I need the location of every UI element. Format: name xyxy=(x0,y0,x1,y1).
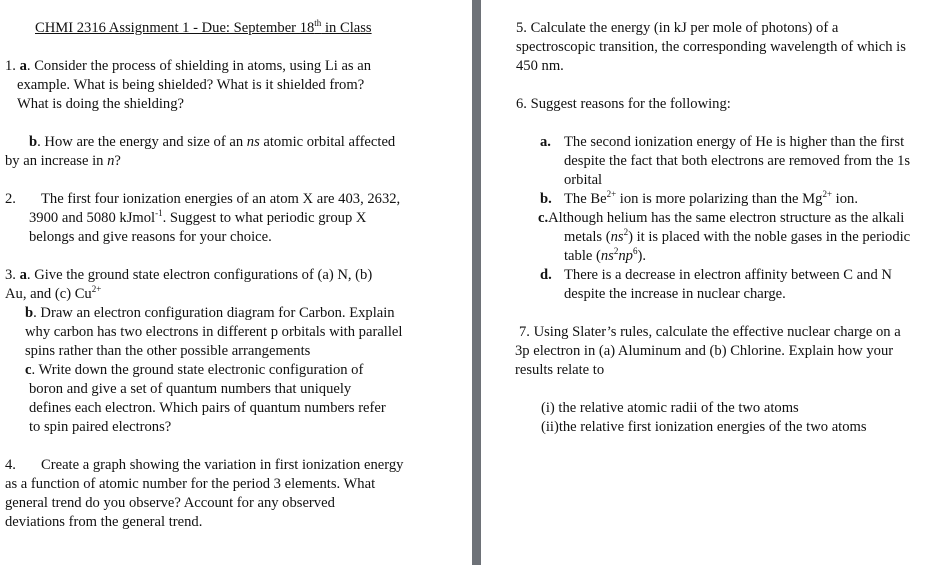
q4-line4: deviations from the general trend. xyxy=(5,514,203,530)
q6c-line1: c.Although helium has the same electron structure as the alkali xyxy=(538,210,905,226)
q7-item-ii: (ii)the relative first ionization energies of the two atoms xyxy=(541,419,867,435)
left-page xyxy=(0,0,472,565)
q6c-line2: metals $(ns^2)$ it is placed with the noble gases in the periodic xyxy=(564,227,911,245)
q3c-line4: to spin paired electrons? xyxy=(29,419,172,435)
page-divider xyxy=(472,0,481,565)
q7-line2: 3p electron in (a) Aluminum and (b) Chlorine. Explain how your xyxy=(515,343,894,359)
q3c-line1: c. Write down the ground state electronic configuration of xyxy=(25,362,364,378)
q6d-label: d. xyxy=(540,267,552,283)
q6d-line2: despite the increase in nuclear charge. xyxy=(564,286,786,302)
q3b-line3: spins rather than the other possible arrangements xyxy=(25,343,311,359)
q4-line2: as a function of atomic number for the period 3 elements. What xyxy=(5,476,376,492)
q1b-line1: b. How are the energy and size of an ns atomic orbital affected xyxy=(29,134,396,150)
q3a-line2: Au, and (c) $Cu^{2+}$ xyxy=(5,284,102,302)
q3c-line3: defines each electron. Which pairs of quantum numbers refer xyxy=(29,400,386,416)
q1a-line1: 1. a. Consider the process of shielding in atoms, using Li as an xyxy=(5,58,372,74)
q2-line3: belongs and give reasons for your choice. xyxy=(29,229,272,245)
q7-line3: results relate to xyxy=(515,362,605,378)
q1a-line2: example. What is being shielded? What is it shielded from? xyxy=(17,77,365,93)
q6b-label: b. xyxy=(540,191,552,207)
q6b-line1: The $Be^{2+}$ ion is more polarizing than the $Mg^{2+}$ ion. xyxy=(564,189,858,207)
q6c-line3: table $(ns^2np^6)$. xyxy=(564,246,646,264)
q3b-line2: why carbon has two electrons in different p orbitals with parallel xyxy=(25,324,403,340)
q4-line3: general trend do you observe? Account for any observed xyxy=(5,495,335,511)
right-page xyxy=(481,0,947,565)
q2-line1: The first four ionization energies of an atom X are 403, 2632, xyxy=(41,191,401,207)
q1a-line3: What is doing the shielding? xyxy=(17,96,184,112)
q6a-line1: The second ionization energy of He is higher than the first xyxy=(564,134,905,150)
q6a-line2: despite the fact that both electrons are removed from the 1s xyxy=(564,153,911,169)
q7-item-i: (i) the relative atomic radii of the two atoms xyxy=(541,400,799,416)
q6a-line3: orbital xyxy=(564,172,603,188)
q5-line2: spectroscopic transition, the corresponding wavelength of which is xyxy=(516,39,906,55)
q5-line3: 450 nm. xyxy=(516,58,564,74)
q1b-line2: by an increase in n? xyxy=(5,153,121,169)
q7-line1: 7. Using Slater’s rules, calculate the effective nuclear charge on a xyxy=(519,324,901,340)
q2-number: 2. xyxy=(5,191,16,207)
q6-intro: 6. Suggest reasons for the following: xyxy=(516,96,731,112)
q3a-line1: 3. a. Give the ground state electron configurations of (a) N, (b) xyxy=(5,267,373,283)
q3c-line2: boron and give a set of quantum numbers that uniquely xyxy=(29,381,352,397)
q3b-line1: b. Draw an electron configuration diagram for Carbon. Explain xyxy=(25,305,395,321)
assignment-title: CHMI 2316 Assignment 1 - Due: September 18th in Class xyxy=(35,18,372,36)
q5-line1: 5. Calculate the energy (in kJ per mole of photons) of a xyxy=(516,20,839,36)
q4-number: 4. xyxy=(5,457,16,473)
q4-line1: Create a graph showing the variation in first ionization energy xyxy=(41,457,404,473)
q6a-label: a. xyxy=(540,134,551,150)
q6d-line1: There is a decrease in electron affinity between C and N xyxy=(564,267,892,283)
q2-line2: 3900 and 5080 kJmol$^{-1}$. Suggest to what periodic group X xyxy=(29,208,367,226)
